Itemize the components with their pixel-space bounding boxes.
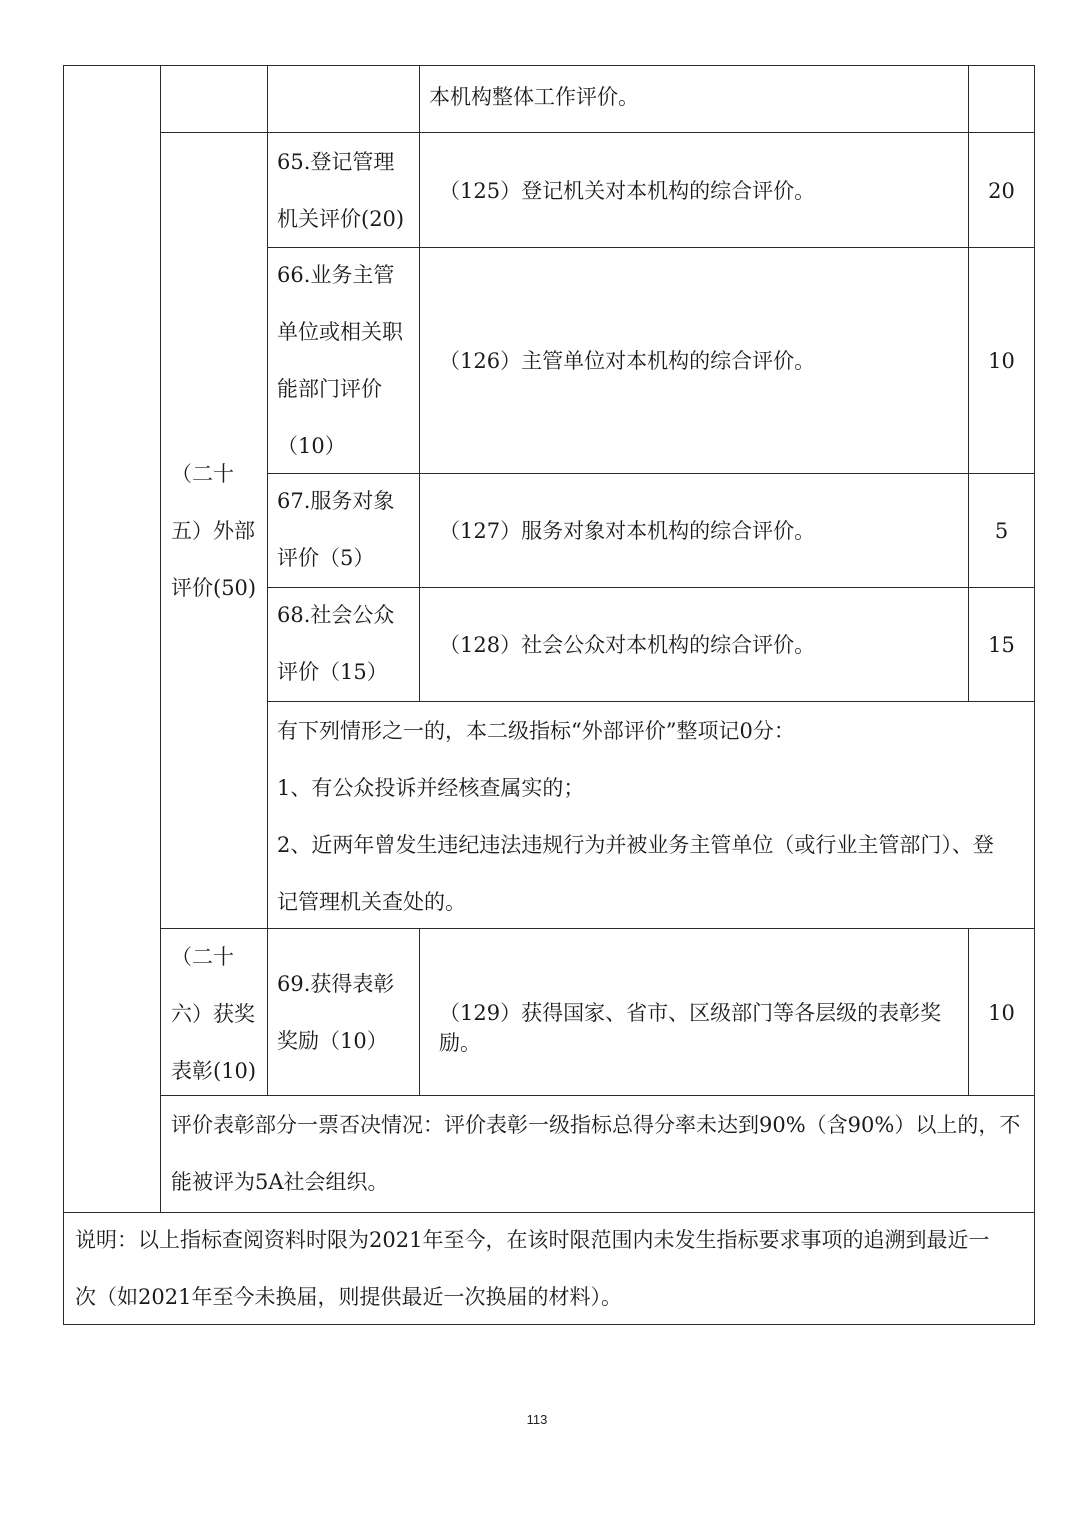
- table-line: [63, 65, 64, 1325]
- table-line: [419, 928, 420, 1095]
- veto-note: 评价表彰部分一票否决情况：评价表彰一级指标总得分率未达到90%（含90%）以上的，不 能被评为5A社会组织。: [171, 1113, 1021, 1194]
- table-line: [968, 65, 969, 701]
- indicator-65: 65.登记管理 机关评价(20): [277, 150, 405, 231]
- description-128: （128）社会公众对本机构的综合评价。: [439, 633, 816, 657]
- footer-note: 说明：以上指标查阅资料时限为2021年至今，在该时限范围内未发生指标要求事项的追溯到最近一 次（如2021年至今未换届，则提供最近一次换届的材料）。: [75, 1228, 990, 1309]
- score-68: 15: [988, 633, 1015, 657]
- table-line: [160, 132, 1035, 133]
- score-69: 10: [988, 1001, 1015, 1025]
- group-26-label: （二十 六）获奖 表彰(10): [171, 945, 257, 1083]
- score-65: 20: [988, 179, 1015, 203]
- indicator-68: 68.社会公众 评价（15）: [277, 603, 395, 684]
- indicator-67: 67.服务对象 评价（5）: [277, 489, 395, 570]
- page-number: 113: [526, 1412, 548, 1427]
- score-66: 10: [988, 349, 1015, 373]
- description-129: （129）获得国家、省市、区级部门等各层级的表彰奖励。: [439, 1001, 942, 1055]
- indicator-69: 69.获得表彰 奖励（10）: [277, 972, 395, 1053]
- table-line: [63, 65, 1035, 66]
- evaluation-table: [63, 65, 1035, 1325]
- continued-row-description: 本机构整体工作评价。: [429, 85, 639, 109]
- table-line: [267, 701, 1035, 702]
- indicator-66: 66.业务主管 单位或相关职 能部门评价 （10）: [277, 263, 403, 458]
- description-125: （125）登记机关对本机构的综合评价。: [439, 179, 816, 203]
- group-25-note: 有下列情形之一的，本二级指标“外部评价”整项记0分： 1、有公众投诉并经核查属实的； 2、近两年曾发生违纪违法违规行为并被业务主管单位（或行业主管部门）、登 记管理机关查处的。: [277, 719, 994, 914]
- group-25-label: （二十 五）外部 评价(50): [171, 462, 257, 600]
- table-line: [419, 65, 420, 701]
- table-line: [160, 1095, 1035, 1096]
- table-line: [1034, 65, 1035, 1325]
- score-67: 5: [994, 519, 1009, 543]
- description-126: （126）主管单位对本机构的综合评价。: [439, 349, 816, 373]
- table-line: [160, 65, 161, 1212]
- description-127: （127）服务对象对本机构的综合评价。: [439, 519, 816, 543]
- table-line: [267, 65, 268, 1095]
